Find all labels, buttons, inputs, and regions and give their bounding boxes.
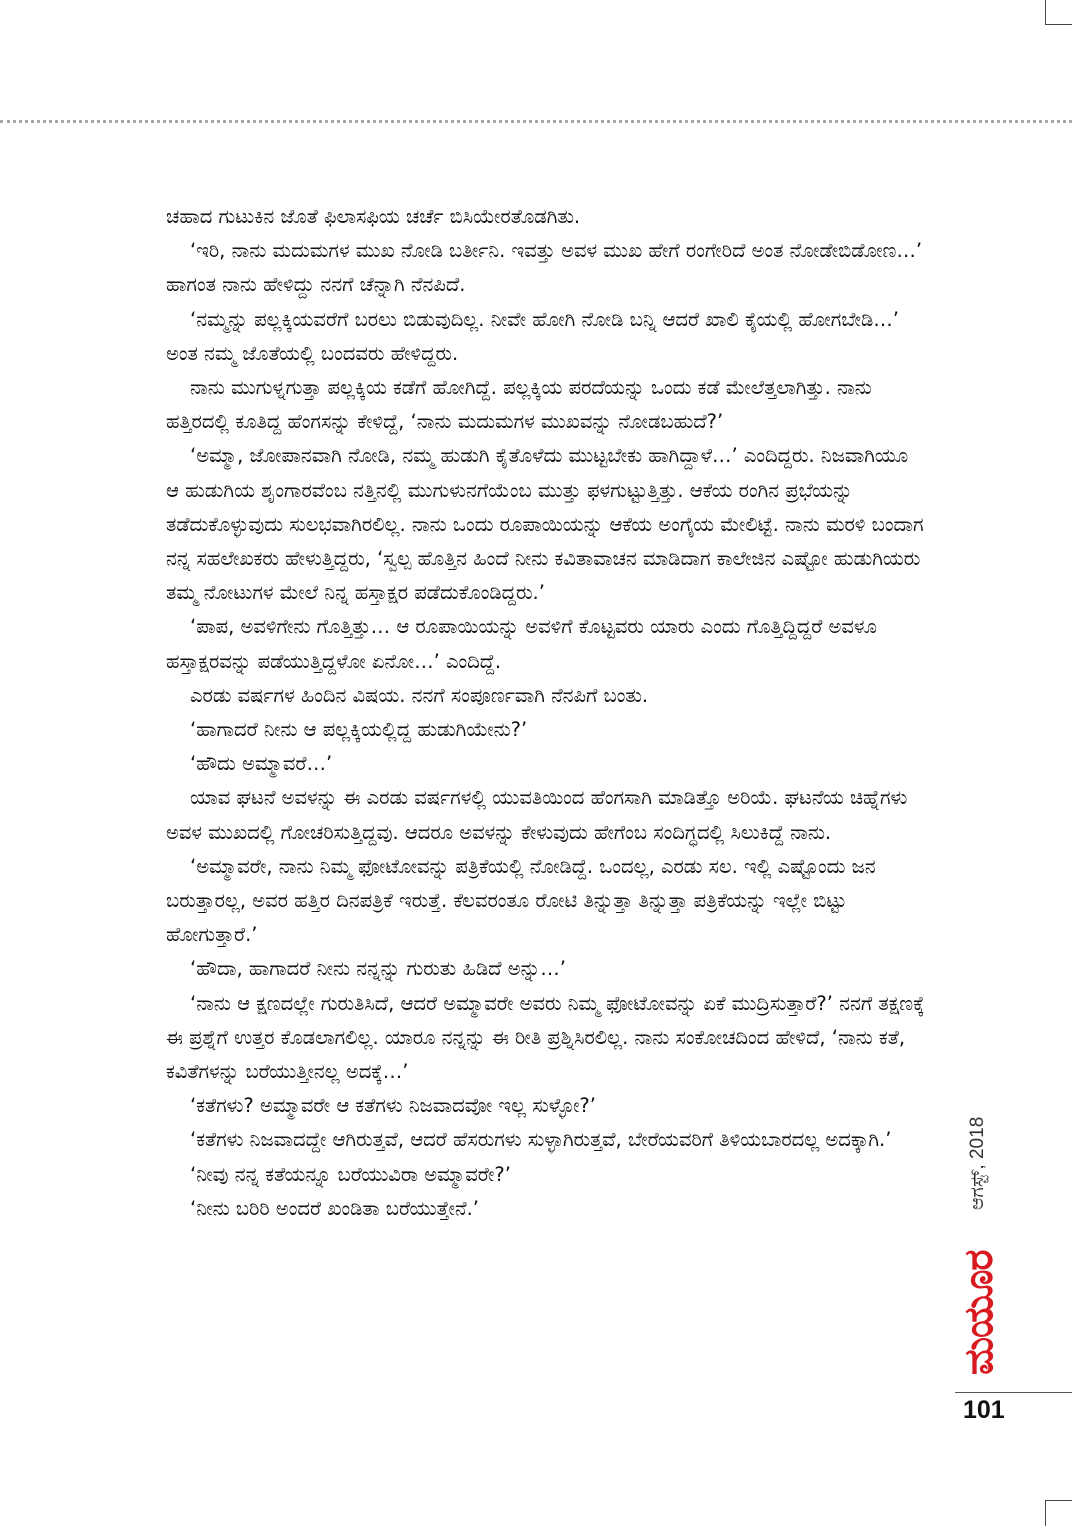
paragraph: ‘ಕತೆಗಳು? ಅಮ್ಮಾವರೇ ಆ ಕತೆಗಳು ನಿಜವಾದವೋ ಇಲ್ಲ ಸುಳ್ಳೋ?’ bbox=[190, 1094, 596, 1118]
paragraph: ‘ನಮ್ಮನ್ನು ಪಲ್ಲಕ್ಕಿಯವರೆಗೆ ಬರಲು ಬಿಡುವುದಿಲ್ಲ. ನೀವೇ ಹೋಗಿ ನೋಡಿ ಬನ್ನಿ ಆದರೆ ಖಾಲಿ ಕೈಯಲ್ಲಿ ಹೋಗಬೇಡಿ…’ ಅಂತ ನಮ್ಮ ಜೊತೆಯಲ್ಲಿ ಬಂದವರು ಹೇಳಿದ್ದರು. bbox=[166, 307, 899, 365]
crop-mark-bottom bbox=[1045, 1500, 1072, 1526]
paragraph: ‘ಹೌದಾ, ಹಾಗಾದರೆ ನೀನು ನನ್ನನ್ನು ಗುರುತು ಹಿಡಿದೆ ಅನ್ನು…’ bbox=[190, 957, 566, 981]
paragraph: ‘ಅಮ್ಮಾ, ಜೋಪಾನವಾಗಿ ನೋಡಿ, ನಮ್ಮ ಹುಡುಗಿ ಕೈತೊಳೆದು ಮುಟ್ಟಬೇಕು ಹಾಗಿದ್ದಾಳೆ…’ ಎಂದಿದ್ದರು. ನಿಜವಾಗಿಯೂ ಆ ಹುಡುಗಿಯ ಶೃಂಗಾರವೆಂಬ ನತ್ತಿನಲ್ಲಿ ಮುಗುಳುನಗೆಯೆಂಬ ಮುತ್ತು ಫಳಗುಟ್ಟುತ್ತಿತ್ತು. ಆಕೆಯ ರಂಗಿನ ಪ್ರಭೆಯನ್ನು ತಡೆದುಕೊಳ್ಳುವುದು ಸುಲಭವಾಗಿರಲಿಲ್ಲ. ನಾನು ಒಂದು ರೂಪಾಯಿಯನ್ನು ಆಕೆಯ ಅಂಗೈಯ ಮೇಲಿಟ್ಟೆ. ನಾನು ಮರಳಿ ಬಂದಾಗ ನನ್ನ ಸಹಲೇಖಕರು ಹೇಳುತ್ತಿದ್ದರು, ‘ಸ್ವಲ್ಪ ಹೊತ್ತಿನ ಹಿಂದೆ ನೀನು ಕವಿತಾವಾಚನ ಮಾಡಿದಾಗ ಕಾಲೇಜಿನ ಎಷ್ಟೋ ಹುಡುಗಿಯರು ತಮ್ಮ ನೋಟುಗಳ ಮೇಲೆ ನಿನ್ನ ಹಸ್ತಾಕ್ಷರ ಪಡೆದುಕೊಂಡಿದ್ದರು.’ bbox=[166, 444, 924, 605]
paragraph: ‘ಇರಿ, ನಾನು ಮದುಮಗಳ ಮುಖ ನೋಡಿ ಬರ್ತೀನಿ. ಇವತ್ತು ಅವಳ ಮುಖ ಹೇಗೆ ರಂಗೇರಿದೆ ಅಂತ ನೋಡೇಬಿಡೋಣ…’ ಹಾಗಂತ ನಾನು ಹೇಳಿದ್ದು ನನಗೆ ಚೆನ್ನಾಗಿ ನೆನಪಿದೆ. bbox=[166, 239, 923, 297]
paragraph: ನಾನು ಮುಗುಳ್ನಗುತ್ತಾ ಪಲ್ಲಕ್ಕಿಯ ಕಡೆಗೆ ಹೋಗಿದ್ದೆ. ಪಲ್ಲಕ್ಕಿಯ ಪರದೆಯನ್ನು ಒಂದು ಕಡೆ ಮೇಲೆತ್ತಲಾಗಿತ್ತು. ನಾನು ಹತ್ತಿರದಲ್ಲಿ ಕೂತಿದ್ದ ಹೆಂಗಸನ್ನು ಕೇಳಿದ್ದೆ, ‘ನಾನು ಮದುಮಗಳ ಮುಖವನ್ನು ನೋಡಬಹುದೆ?’ bbox=[166, 376, 872, 434]
dotted-header-rule bbox=[0, 120, 1072, 123]
paragraph: ‘ಹಾಗಾದರೆ ನೀನು ಆ ಪಲ್ಲಕ್ಕಿಯಲ್ಲಿದ್ದ ಹುಡುಗಿಯೇನು?’ bbox=[190, 718, 528, 742]
paragraph: ಚಹಾದ ಗುಟುಕಿನ ಜೊತೆ ಫಿಲಾಸಫಿಯ ಚರ್ಚೆ ಬಿಸಿಯೇರತೊಡಗಿತು. bbox=[166, 205, 581, 228]
paragraph: ‘ಹೌದು ಅಮ್ಮಾವರೆ…’ bbox=[190, 752, 333, 776]
page-number-divider bbox=[955, 1392, 1072, 1393]
article-body bbox=[166, 200, 926, 1226]
page-number: 101 bbox=[963, 1396, 1005, 1424]
crop-mark-top bbox=[1045, 0, 1072, 25]
paragraph: ‘ಅಮ್ಮಾವರೇ, ನಾನು ನಿಮ್ಮ ಫೋಟೋವನ್ನು ಪತ್ರಿಕೆಯಲ್ಲಿ ನೋಡಿದ್ದೆ. ಒಂದಲ್ಲ, ಎರಡು ಸಲ. ಇಲ್ಲಿ ಎಷ್ಟೊಂದು ಜನ ಬರುತ್ತಾರಲ್ಲ, ಅವರ ಹತ್ತಿರ ದಿನಪತ್ರಿಕೆ ಇರುತ್ತೆ. ಕೆಲವರಂತೂ ರೋಟಿ ತಿನ್ನುತ್ತಾ ತಿನ್ನುತ್ತಾ ಪತ್ರಿಕೆಯನ್ನು ಇಲ್ಲೇ ಬಿಟ್ಟು ಹೋಗುತ್ತಾರೆ.’ bbox=[166, 854, 876, 947]
paragraph: ‘ಪಾಪ, ಅವಳಿಗೇನು ಗೊತ್ತಿತ್ತು… ಆ ರೂಪಾಯಿಯನ್ನು ಅವಳಿಗೆ ಕೊಟ್ಟವರು ಯಾರು ಎಂದು ಗೊತ್ತಿದ್ದಿದ್ದರೆ ಅವಳೂ ಹಸ್ತಾಕ್ಷರವನ್ನು ಪಡೆಯುತ್ತಿದ್ದಳೋ ಏನೋ…’ ಎಂದಿದ್ದೆ. bbox=[166, 615, 877, 673]
magazine-logo: ಮಯೂರ bbox=[956, 1250, 1002, 1375]
paragraph: ಯಾವ ಘಟನೆ ಅವಳನ್ನು ಈ ಎರಡು ವರ್ಷಗಳಲ್ಲಿ ಯುವತಿಯಿಂದ ಹೆಂಗಸಾಗಿ ಮಾಡಿತ್ತೊ ಅರಿಯೆ. ಘಟನೆಯ ಚಿಹ್ನೆಗಳು ಅವಳ ಮುಖದಲ್ಲಿ ಗೋಚರಿಸುತ್ತಿದ್ದವು. ಆದರೂ ಅವಳನ್ನು ಕೇಳುವುದು ಹೇಗೆಂಬ ಸಂದಿಗ್ಧದಲ್ಲಿ ಸಿಲುಕಿದ್ದೆ ನಾನು. bbox=[166, 786, 908, 844]
paragraph: ‘ನಾನು ಆ ಕ್ಷಣದಲ್ಲೇ ಗುರುತಿಸಿದೆ, ಆದರೆ ಅಮ್ಮಾವರೇ ಅವರು ನಿಮ್ಮ ಫೋಟೋವನ್ನು ಏಕೆ ಮುದ್ರಿಸುತ್ತಾರೆ?’ ನನಗೆ ತಕ್ಷಣಕ್ಕೆ ಈ ಪ್ರಶ್ನೆಗೆ ಉತ್ತರ ಕೊಡಲಾಗಲಿಲ್ಲ. ಯಾರೂ ನನ್ನನ್ನು ಈ ರೀತಿ ಪ್ರಶ್ನಿಸಿರಲಿಲ್ಲ. ನಾನು ಸಂಕೋಚದಿಂದ ಹೇಳಿದೆ, ‘ನಾನು ಕತೆ, ಕವಿತೆಗಳನ್ನು ಬರೆಯುತ್ತೀನಲ್ಲ ಅದಕ್ಕೆ…’ bbox=[166, 991, 925, 1084]
paragraph: ‘ನೀವು ನನ್ನ ಕತೆಯನ್ನೂ ಬರೆಯುವಿರಾ ಅಮ್ಮಾವರೇ?’ bbox=[190, 1162, 511, 1186]
paragraph: ಎರಡು ವರ್ಷಗಳ ಹಿಂದಿನ ವಿಷಯ. ನನಗೆ ಸಂಪೂರ್ಣವಾಗಿ ನೆನಪಿಗೆ ಬಂತು. bbox=[190, 683, 649, 707]
paragraph: ‘ಕತೆಗಳು ನಿಜವಾದದ್ದೇ ಆಗಿರುತ್ತವೆ, ಆದರೆ ಹೆಸರುಗಳು ಸುಳ್ಳಾಗಿರುತ್ತವೆ, ಬೇರೆಯವರಿಗೆ ತಿಳಿಯಬಾರದಲ್ಲ ಅದಕ್ಕಾಗಿ.’ bbox=[190, 1128, 892, 1152]
paragraph: ‘ನೀನು ಬರಿರಿ ಅಂದರೆ ಖಂಡಿತಾ ಬರೆಯುತ್ತೇನೆ.’ bbox=[190, 1196, 479, 1220]
issue-date: ಆಗಸ್ಟ್, 2018 bbox=[967, 1116, 988, 1210]
